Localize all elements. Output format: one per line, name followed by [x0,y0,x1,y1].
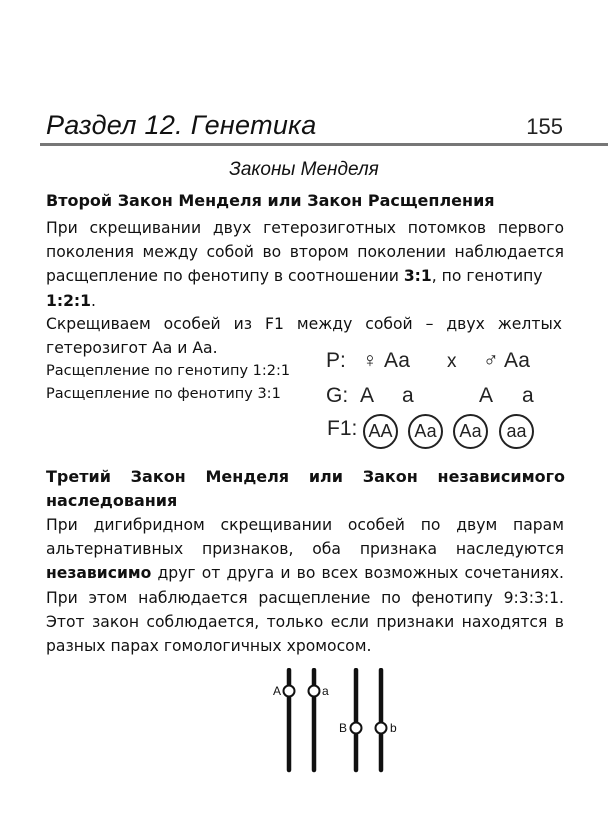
allele-label: a [322,684,329,698]
allele-label: b [390,721,397,735]
offspring-genotype: Аа [453,414,488,449]
gametes-row [326,384,566,412]
second-law-text-2: , по генотипу [431,267,543,286]
cross-text-line1: Скрещиваем особей из F1 между собой – двух желтых [46,315,562,333]
parents-label: P: [326,349,346,372]
second-law-paragraph [46,216,564,313]
emphasis-word: независимо [46,564,152,583]
f1-label: F1: [327,417,358,440]
genotype-split: Расщепление по генотипу 1:2:1 [46,363,291,379]
gamete: А [479,384,494,407]
third-law-text-2: друг от друга и во всех возможных сочетаниях. При этом наблюдается расщепление по фенотипу 9:3:3:1. Этот закон соблюдается, только если признаки находятся в разных парах гомологичных хромосом. [46,564,564,656]
chromosome-diagram [260,668,420,774]
period: . [91,291,96,310]
f1-row [327,413,547,453]
third-law-heading-line2: наследования [46,491,178,510]
gamete: А [360,384,375,407]
phenotype-ratio: 3:1 [403,267,432,286]
page-number: 155 [526,114,563,139]
female-genotype: Аа [384,349,410,372]
phenotype-split: Расщепление по фенотипу 3:1 [46,386,281,402]
gamete: а [522,384,534,407]
allele-label: B [339,721,348,735]
offspring-genotype: АА [363,414,398,449]
third-law-paragraph [46,513,564,658]
allele-label: A [273,684,282,698]
third-law-heading: Третий Закон Менделя или Закон независимого [46,467,565,486]
male-symbol: ♂ [483,349,499,372]
second-law-heading: Второй Закон Менделя или Закон Расщепления [46,191,495,210]
allele-locus [309,686,320,697]
parents-row [326,349,566,377]
male-genotype: Аа [504,349,530,372]
section-heading: Законы Менделя [229,159,379,180]
female-symbol: ♀ [362,349,378,372]
chapter-title: Раздел 12. Генетика [46,110,317,140]
cross-text-line2: гетерозигот Аа и Аа. [46,339,218,357]
third-law-text: При дигибридном скрещивании особей по двум парам альтернативных признаков, оба признака наследуются [46,516,564,559]
header-divider [40,143,608,146]
second-law-text: При скрещивании двух гетерозиготных потомков первого поколения между собой во втором поколении наблюдается расщепление по фенотипу в соотношении [46,219,564,286]
allele-locus [376,723,387,734]
gametes-label: G: [326,384,349,407]
allele-locus [284,686,295,697]
gamete: а [402,384,414,407]
offspring-genotype: аа [499,414,534,449]
cross-sign: x [447,351,457,372]
allele-locus [351,723,362,734]
genotype-ratio: 1:2:1 [46,291,92,310]
offspring-genotype: Аа [408,414,443,449]
